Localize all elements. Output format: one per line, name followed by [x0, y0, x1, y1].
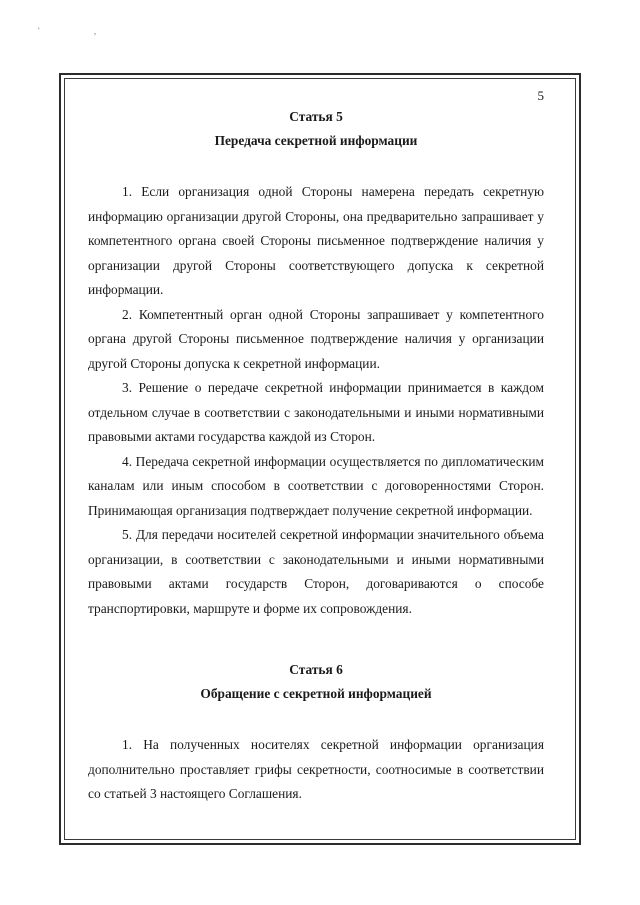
paragraph: 5. Для передачи носителей секретной информации значительного объема организации, в соответствии с законодательными и иными нормативными правовыми актами государств Сторон, договариваются о способе транспортировки, маршруте и форме их сопровождения.: [88, 527, 544, 616]
paragraph: 2. Компетентный орган одной Стороны запрашивает у компетентного органа другой Стороны письменное подтверждение наличия у организации другой Стороны допуска к секретной информации.: [88, 306, 544, 371]
scan-artifact-marks: ' ,: [38, 26, 123, 36]
article-title: Статья 6: [289, 662, 343, 677]
article-5: [88, 105, 544, 621]
article-paragraphs: [88, 733, 544, 807]
paragraph: 4. Передача секретной информации осуществляется по дипломатическим каналам или иным способом в соответствии с договоренностями Сторон. Принимающая организация подтверждает получение секретной информации.: [88, 453, 544, 518]
document-body: [88, 105, 544, 807]
article-title: Статья 5: [289, 109, 343, 124]
page-number: 5: [537, 88, 544, 103]
paragraph: 3. Решение о передаче секретной информации принимается в каждом отдельном случае в соответствии с законодательными и иными нормативными правовыми актами государства каждой из Сторон.: [88, 380, 544, 444]
paragraph: 1. Если организация одной Стороны намерена передать секретную информацию организации другой Стороны, она предварительно запрашивает у компетентного органа своей Стороны письменное подтверждение наличия у организации другой Стороны соответствующего допуска к секретной информации.: [88, 184, 544, 297]
article-subtitle: Обращение с секретной информацией: [200, 686, 432, 701]
article-subtitle: Передача секретной информации: [214, 133, 418, 148]
paragraph: 1. На полученных носителях секретной информации организация дополнительно проставляет грифы секретности, соотносимые в соответствии со статьей 3 настоящего Соглашения.: [88, 737, 544, 801]
article-6: [88, 658, 544, 807]
article-paragraphs: [88, 180, 544, 621]
